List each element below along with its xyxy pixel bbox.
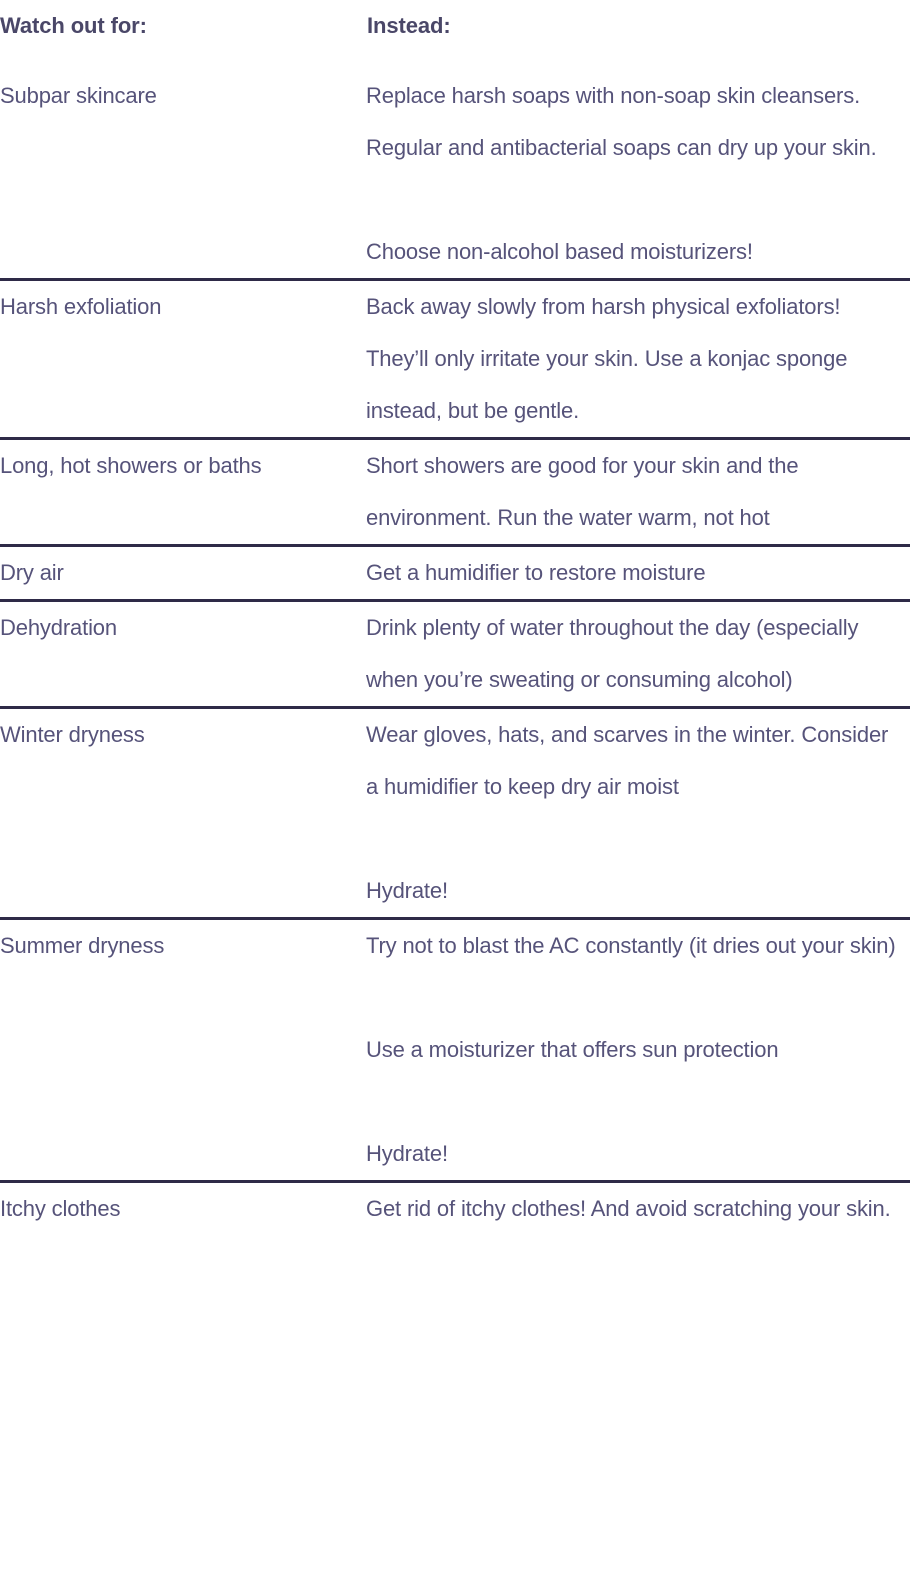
table-row bbox=[0, 52, 910, 280]
instead-paragraph: Wear gloves, hats, and scarves in the winter. Consider a humidifier to keep dry air moist bbox=[366, 722, 889, 799]
instead-paragraph: Get a humidifier to restore moisture bbox=[366, 560, 706, 585]
instead-paragraph: Short showers are good for your skin and the environment. Run the water warm, not hot bbox=[366, 453, 799, 530]
column-header-watch-out-for: Watch out for: bbox=[0, 13, 147, 38]
instead-paragraph: Hydrate! bbox=[366, 878, 448, 903]
cell-instead bbox=[366, 280, 910, 439]
table-header bbox=[0, 0, 910, 52]
cell-watch-out-for: Long, hot showers or baths bbox=[0, 453, 262, 478]
table-row bbox=[0, 1182, 910, 1236]
cell-watch-out-for: Dry air bbox=[0, 560, 64, 585]
cell-watch-out-for: Itchy clothes bbox=[0, 1196, 121, 1221]
instead-paragraph: Drink plenty of water throughout the day (especially when you’re sweating or consuming alcohol) bbox=[366, 615, 859, 692]
instead-paragraph: Get rid of itchy clothes! And avoid scratching your skin. bbox=[366, 1196, 891, 1221]
cell-watch-out-for: Winter dryness bbox=[0, 722, 145, 747]
table-row bbox=[0, 439, 910, 546]
instead-paragraph: Replace harsh soaps with non-soap skin cleansers. Regular and antibacterial soaps can dry up your skin. bbox=[366, 83, 877, 160]
instead-paragraph: Hydrate! bbox=[366, 1141, 448, 1166]
cell-instead bbox=[366, 546, 910, 601]
cell-watch-out-for: Dehydration bbox=[0, 615, 117, 640]
cell-instead bbox=[366, 1182, 910, 1236]
cell-instead bbox=[366, 52, 910, 280]
table-row bbox=[0, 919, 910, 1182]
table-body bbox=[0, 52, 910, 1235]
instead-paragraph: Try not to blast the AC constantly (it dries out your skin) bbox=[366, 933, 896, 958]
cell-instead bbox=[366, 601, 910, 708]
column-header-instead: Instead: bbox=[367, 13, 451, 38]
instead-paragraph: Use a moisturizer that offers sun protection bbox=[366, 1037, 779, 1062]
instead-paragraph: Back away slowly from harsh physical exfoliators! They’ll only irritate your skin. Use a konjac sponge instead, but be gentle. bbox=[366, 294, 848, 423]
instead-paragraph: Choose non-alcohol based moisturizers! bbox=[366, 239, 753, 264]
cell-watch-out-for: Summer dryness bbox=[0, 933, 165, 958]
cell-instead bbox=[366, 708, 910, 919]
table-row bbox=[0, 601, 910, 708]
cell-watch-out-for: Subpar skincare bbox=[0, 83, 157, 108]
table-header-row bbox=[0, 0, 910, 52]
cell-instead bbox=[366, 439, 910, 546]
table-row bbox=[0, 280, 910, 439]
cell-watch-out-for: Harsh exfoliation bbox=[0, 294, 162, 319]
cell-instead bbox=[366, 919, 910, 1182]
table-row bbox=[0, 546, 910, 601]
table-row bbox=[0, 708, 910, 919]
